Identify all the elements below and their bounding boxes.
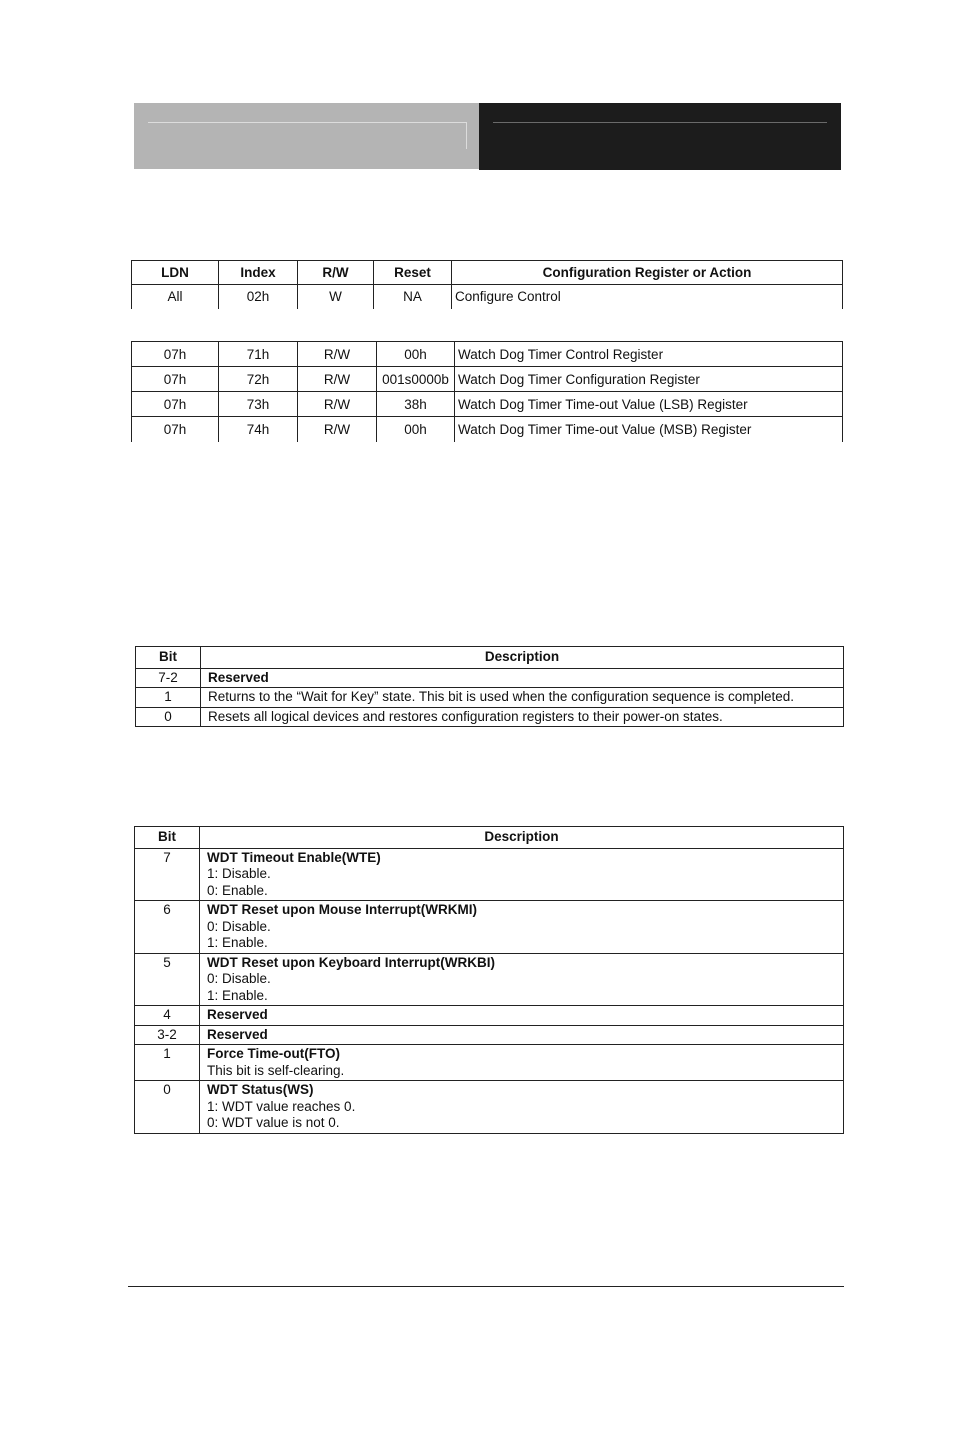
table-cell: Watch Dog Timer Time-out Value (LSB) Register: [455, 392, 843, 417]
column-header: Bit: [135, 827, 200, 849]
bit-number: 4: [135, 1006, 200, 1026]
bit-description: [201, 688, 844, 708]
table-row: [136, 707, 844, 727]
table-cell: R/W: [298, 342, 377, 367]
bit-detail-line: This bit is self-clearing.: [207, 1062, 345, 1078]
bit-number: 0: [136, 707, 201, 727]
table-cell: 07h: [132, 342, 219, 367]
table-cell: 73h: [219, 392, 298, 417]
table-cell: 07h: [132, 392, 219, 417]
table-row: [136, 688, 844, 708]
bit-title: Force Time-out(FTO): [207, 1046, 341, 1061]
bit-number: 3-2: [135, 1025, 200, 1045]
bit-detail-line: Resets all logical devices and restores configuration registers to their power-on states.: [208, 708, 723, 724]
bit-detail-line: 1: Disable.: [207, 866, 271, 881]
bit-detail-line: 0: Disable.: [207, 971, 271, 986]
bit-detail-line: 0: Enable.: [207, 882, 268, 898]
bit-description: [200, 1081, 844, 1134]
table-cell: 00h: [377, 342, 455, 367]
table-row: [135, 848, 844, 901]
banner-rule: [493, 122, 827, 123]
watchdog-register-table: [131, 341, 843, 442]
table-row: [132, 342, 843, 367]
column-header: Index: [219, 261, 298, 285]
table-cell: W: [298, 285, 374, 309]
bit-detail-line: 1: WDT value reaches 0.: [207, 1098, 356, 1114]
bit-title: WDT Status(WS): [207, 1082, 314, 1097]
table-row: [135, 1006, 844, 1026]
bit-detail-line: Returns to the “Wait for Key” state. This bit is used when the configuration sequence is completed.: [208, 689, 795, 704]
header-banner-right: [479, 103, 841, 170]
bit-number: 5: [135, 953, 200, 1006]
table-row: [132, 392, 843, 417]
table-row: [132, 285, 843, 309]
bit-title: WDT Reset upon Keyboard Interrupt(WRKBI): [207, 954, 495, 970]
table-cell: Watch Dog Timer Time-out Value (MSB) Register: [455, 417, 843, 442]
table-cell: All: [132, 285, 219, 309]
bit-title: Reserved: [207, 1007, 268, 1022]
bit-title: Reserved: [208, 669, 269, 685]
bit-title: Reserved: [207, 1026, 268, 1042]
bit-detail-line: 1: Enable.: [207, 987, 268, 1003]
table-cell: R/W: [298, 367, 377, 392]
banner-rule: [148, 122, 467, 149]
bit-description: [200, 1006, 844, 1026]
bit-description: [200, 1025, 844, 1045]
table-header-row: [132, 261, 843, 285]
table-cell: 07h: [132, 417, 219, 442]
table-cell: 02h: [219, 285, 298, 309]
bit-title: WDT Timeout Enable(WTE): [207, 849, 381, 865]
table-cell: 71h: [219, 342, 298, 367]
bit-description: [201, 707, 844, 727]
bit-description: [201, 668, 844, 688]
bit-number: 7-2: [136, 668, 201, 688]
table-row: [136, 668, 844, 688]
table-row: [135, 1081, 844, 1134]
bit-description: [200, 953, 844, 1006]
table-cell: Watch Dog Timer Control Register: [455, 342, 843, 367]
column-header: LDN: [132, 261, 219, 285]
watchdog-control-bit-table: [134, 826, 844, 1134]
table-row: [135, 953, 844, 1006]
table-cell: 38h: [377, 392, 455, 417]
bit-number: 1: [136, 688, 201, 708]
bit-number: 0: [135, 1081, 200, 1134]
configure-control-bit-rows: [136, 668, 844, 727]
table-cell: Configure Control: [452, 285, 843, 309]
bit-title: WDT Reset upon Mouse Interrupt(WRKMI): [207, 902, 477, 917]
column-header: Description: [200, 827, 844, 849]
table-cell: 001s0000b: [377, 367, 455, 392]
bit-detail-line: 0: WDT value is not 0.: [207, 1115, 340, 1130]
table-header-row: [136, 647, 844, 669]
watchdog-register-rows: [132, 342, 843, 442]
bit-number: 1: [135, 1045, 200, 1081]
header-banner-left: [134, 103, 479, 169]
bit-description: [200, 1045, 844, 1081]
configure-control-bit-table: [135, 646, 844, 727]
table-cell: 07h: [132, 367, 219, 392]
column-header: Description: [201, 647, 844, 669]
table-row: [132, 417, 843, 442]
footer-rule: [128, 1286, 844, 1287]
column-header: Configuration Register or Action: [452, 261, 843, 285]
table-cell: NA: [374, 285, 452, 309]
table-cell: 74h: [219, 417, 298, 442]
table-row: [135, 1025, 844, 1045]
bit-number: 7: [135, 848, 200, 901]
table-cell: Watch Dog Timer Configuration Register: [455, 367, 843, 392]
bit-description: [200, 848, 844, 901]
column-header: Reset: [374, 261, 452, 285]
configure-control-register-table: [131, 260, 843, 309]
bit-description: [200, 901, 844, 954]
table-row: [132, 367, 843, 392]
column-header: Bit: [136, 647, 201, 669]
bit-detail-line: 0: Disable.: [207, 918, 271, 934]
table-cell: 72h: [219, 367, 298, 392]
table-cell: R/W: [298, 417, 377, 442]
table-header-row: [135, 827, 844, 849]
bit-number: 6: [135, 901, 200, 954]
column-header: R/W: [298, 261, 374, 285]
bit-detail-line: 1: Enable.: [207, 935, 268, 950]
table-row: [135, 901, 844, 954]
watchdog-control-bit-rows: [135, 848, 844, 1133]
table-row: [135, 1045, 844, 1081]
table-cell: 00h: [377, 417, 455, 442]
table-cell: R/W: [298, 392, 377, 417]
